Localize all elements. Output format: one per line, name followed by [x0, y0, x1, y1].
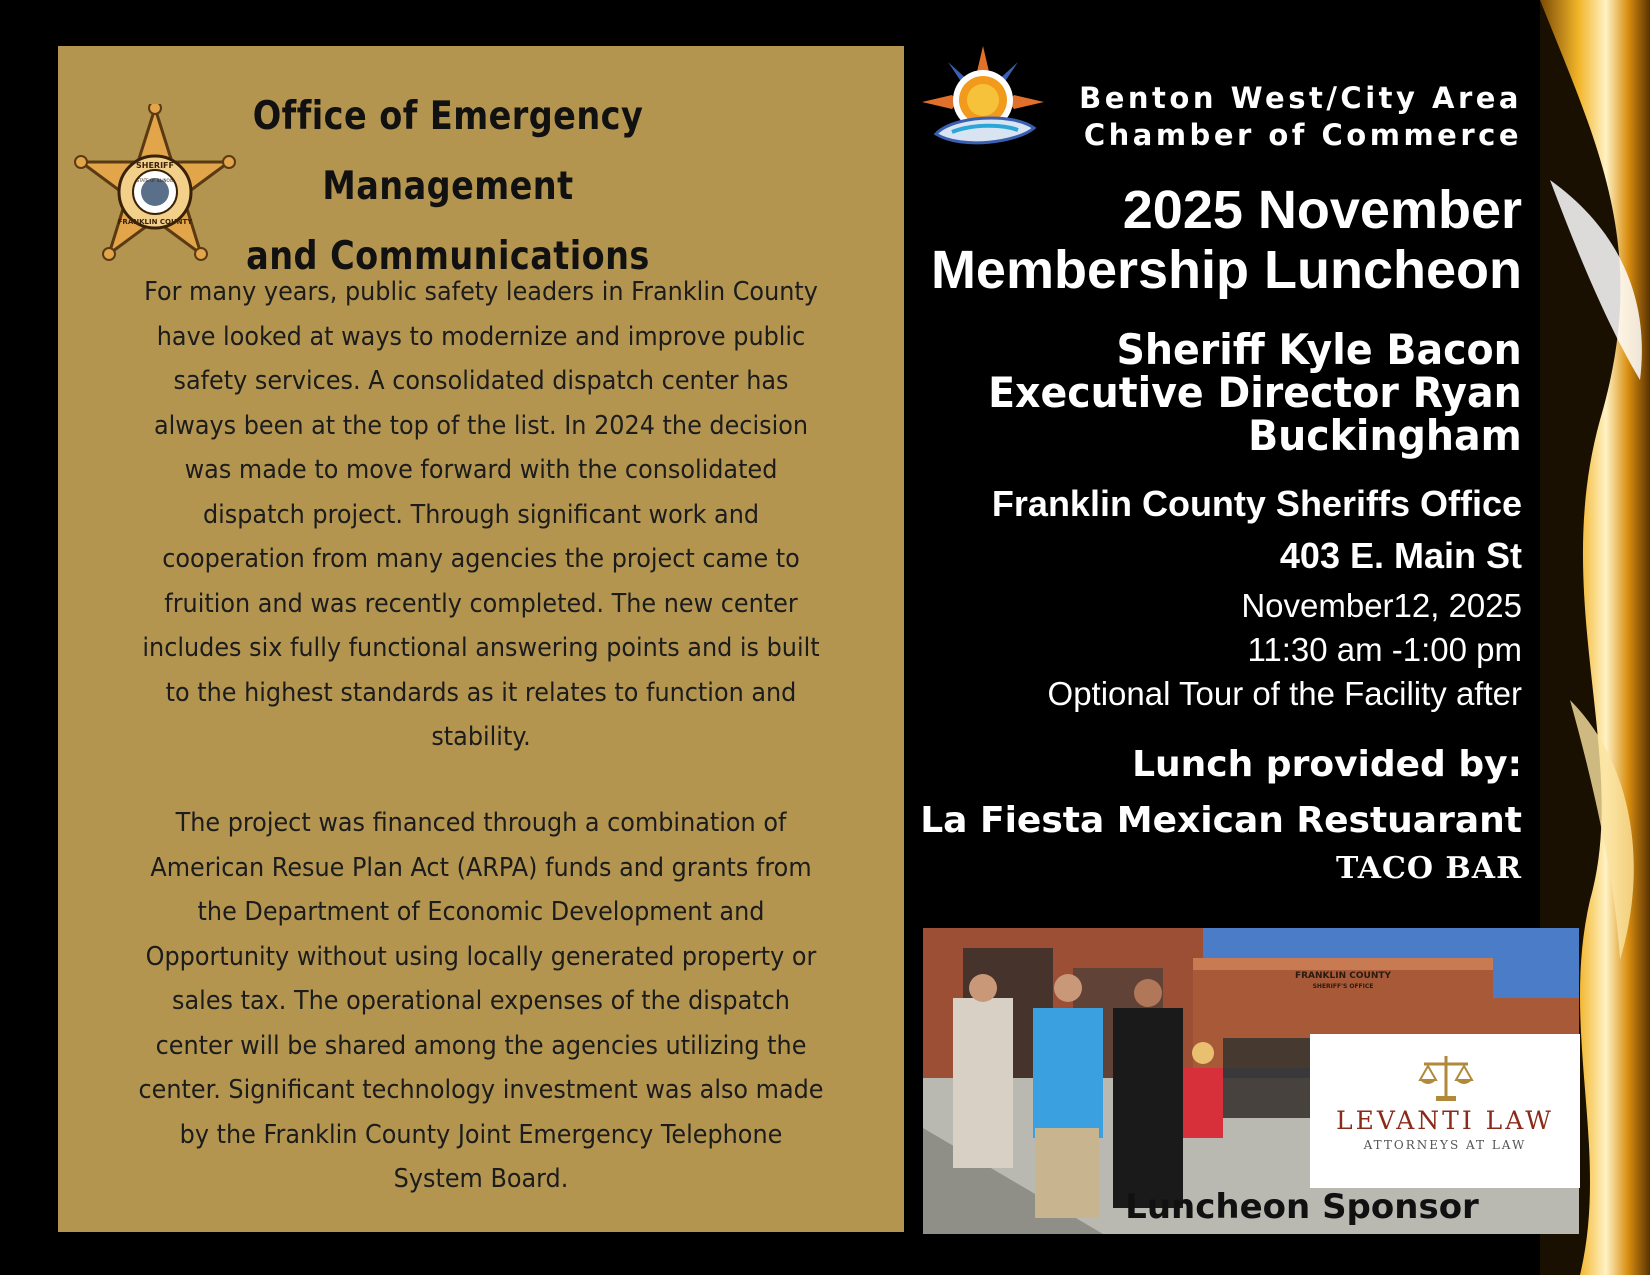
badge-text-top: SHERIFF: [136, 161, 174, 170]
luncheon-sponsor-label: Luncheon Sponsor: [1125, 1187, 1479, 1227]
restaurant-menu: TACO BAR: [1336, 851, 1522, 886]
paragraph-line: cooperation from many agencies the project came to: [162, 544, 800, 574]
oem-title: [199, 82, 698, 292]
paragraph-line: Opportunity without using locally generated property or: [145, 941, 817, 972]
chamber-name-line2: Chamber of Commerce: [1083, 118, 1522, 152]
event-title-line2: Membership Luncheon: [930, 240, 1522, 300]
paragraph-line: For many years, public safety leaders in Franklin County: [144, 277, 818, 307]
badge-text-bottom: FRANKLIN COUNTY: [117, 218, 193, 226]
chamber-name-line1: Benton West/City Area: [1079, 81, 1522, 115]
sponsor-name: LEVANTI LAW: [1336, 1106, 1554, 1135]
paragraph-line: sales tax. The operational expenses of the dispatch: [172, 986, 790, 1016]
oem-paragraph-1: [58, 270, 904, 760]
paragraph-line: center will be shared among the agencies utilizing the: [155, 1030, 807, 1061]
event-speakers: [954, 325, 1522, 460]
paragraph-line: center. Significant technology investment was also made: [138, 1075, 824, 1105]
speaker-line2: Executive Director Ryan: [988, 368, 1522, 417]
paragraph-line: fruition and was recently completed. The new center: [164, 588, 798, 619]
badge-text-state: STATE OF ILLINOIS: [136, 178, 174, 183]
building-sign-line1: FRANKLIN COUNTY: [1294, 971, 1392, 981]
paragraph-line: was made to move forward with the consolidated: [184, 455, 778, 485]
oem-panel: [58, 46, 904, 1232]
sponsor-subtitle: ATTORNEYS AT LAW: [1363, 1138, 1527, 1152]
oem-title-line2: and Communications: [246, 234, 650, 279]
oem-paragraph-2: [58, 801, 904, 1202]
paragraph-line: stability.: [431, 722, 531, 752]
event-location-name: Franklin County Sheriffs Office: [991, 483, 1522, 524]
lunch-provided-label: Lunch provided by:: [1132, 744, 1522, 785]
event-title-line1: 2025 November: [1122, 180, 1522, 240]
paragraph-line: safety services. A consolidated dispatch center has: [173, 366, 789, 396]
paragraph-line: includes six fully functional answering points and is built: [142, 633, 820, 663]
event-date: November12, 2025: [1241, 587, 1522, 624]
paragraph-line: by the Franklin County Joint Emergency Telephone: [179, 1119, 783, 1150]
paragraph-line: The project was financed through a combination of: [175, 808, 787, 838]
paragraph-line: dispatch project. Through significant work and: [202, 499, 760, 530]
paragraph-line: have looked at ways to modernize and improve public: [156, 321, 806, 352]
speaker-line1: Sheriff Kyle Bacon: [1116, 325, 1522, 374]
paragraph-line: the Department of Economic Development and: [197, 897, 765, 927]
sponsor-logo-box: [1310, 1034, 1580, 1188]
event-details: [1048, 584, 1522, 716]
scales-of-justice-icon: [1418, 1052, 1474, 1104]
compass-sun-logo-icon: [922, 46, 1044, 158]
oem-title-line1: Office of Emergency Management: [252, 94, 644, 209]
event-time: 11:30 am -1:00 pm: [1247, 631, 1522, 668]
chamber-name: [1060, 80, 1522, 154]
building-sign-line2: SHERIFF'S OFFICE: [1312, 983, 1374, 990]
event-address: 403 E. Main St: [1279, 535, 1522, 576]
event-title: [931, 180, 1522, 300]
paragraph-line: American Resue Plan Act (ARPA) funds and grants from: [150, 852, 812, 883]
event-note: Optional Tour of the Facility after: [1047, 675, 1522, 712]
paragraph-line: always been at the top of the list. In 2024 the decision: [153, 410, 809, 441]
speaker-line3: Buckingham: [1248, 411, 1522, 460]
paragraph-line: to the highest standards as it relates to function and: [165, 677, 797, 708]
paragraph-line: System Board.: [393, 1164, 569, 1194]
restaurant-name: La Fiesta Mexican Restuarant: [920, 800, 1522, 841]
